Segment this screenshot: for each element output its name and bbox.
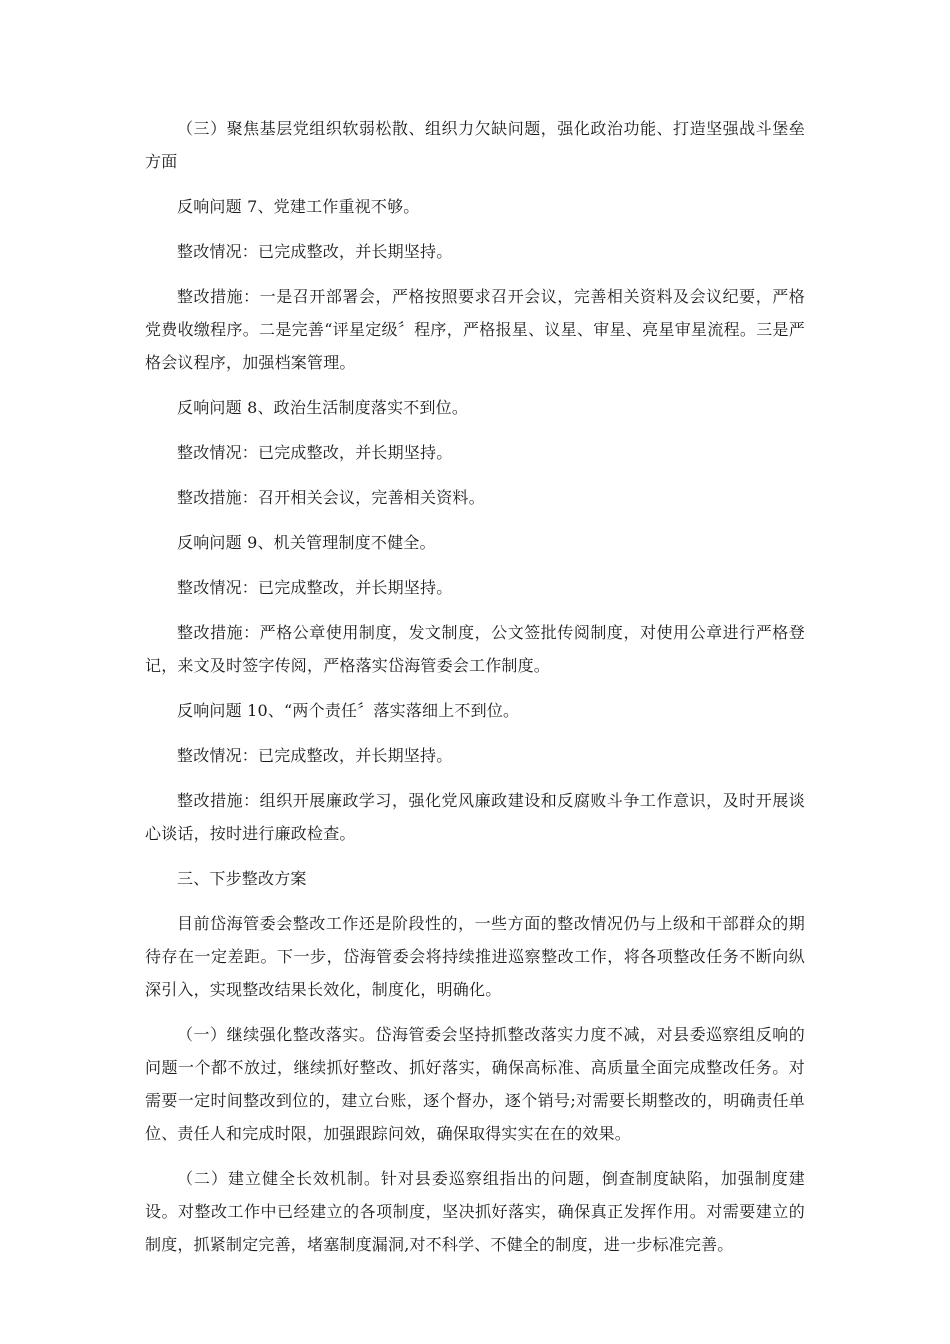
issue-7-measures: 整改措施：一是召开部署会，严格按照要求召开会议，完善相关资料及会议纪要，严格党费收缴程序。二是完善“评星定级〞程序，严格报星、议星、审星、亮星审星流程。三是严格会议程序，加强档案管理。: [145, 287, 805, 372]
issue-8-title: 反响问题 8、政治生活制度落实不到位。: [177, 398, 469, 417]
issue-8-status: 整改情况：已完成整改，并长期坚持。: [177, 443, 453, 462]
issue-9-status: 整改情况：已完成整改，并长期坚持。: [177, 578, 453, 597]
issue-7-status: 整改情况：已完成整改，并长期坚持。: [177, 242, 453, 261]
issue-8-measures: 整改措施：召开相关会议，完善相关资料。: [177, 488, 485, 507]
next-step-one: （一）继续强化整改落实。岱海管委会坚持抓整改落实力度不减，对县委巡察组反响的问题一个都不放过，继续抓好整改、抓好落实，确保高标准、高质量全面完成整改任务。对需要一定时间整改到位的，建立台账，逐个督办，逐个销号;对需要长期整改的，明确责任单位、责任人和完成时限，加强跟踪问效，确保取得实实在在的效果。: [145, 1025, 805, 1143]
issue-9-measures: 整改措施：严格公章使用制度，发文制度，公文签批传阅制度，对使用公章进行严格登记，来文及时签字传阅，严格落实岱海管委会工作制度。: [145, 623, 805, 675]
next-step-two: （二）建立健全长效机制。针对县委巡察组指出的问题，倒查制度缺陷，加强制度建设。对整改工作中已经建立的各项制度，坚决抓好落实，确保真正发挥作用。对需要建立的制度，抓紧制定完善，堵塞制度漏洞,对不科学、不健全的制度，进一步标准完善。: [145, 1169, 805, 1254]
document-page: [145, 112, 805, 1273]
issue-9-title: 反响问题 9、机关管理制度不健全。: [177, 533, 436, 552]
issue-10-measures: 整改措施：组织开展廉政学习，强化党风廉政建设和反腐败斗争工作意识，及时开展谈心谈话，按时进行廉政检查。: [145, 791, 805, 843]
issue-7-title: 反响问题 7、党建工作重视不够。: [177, 197, 420, 216]
section-heading-next-steps: 三、下步整改方案: [177, 869, 307, 888]
issue-10-status: 整改情况：已完成整改，并长期坚持。: [177, 746, 453, 765]
section-heading-three: （三）聚焦基层党组织软弱松散、组织力欠缺问题，强化政治功能、打造坚强战斗堡垒方面: [145, 119, 805, 171]
issue-10-title: 反响问题 10、“两个责任〞落实落细上不到位。: [177, 701, 520, 720]
next-steps-intro: 目前岱海管委会整改工作还是阶段性的，一些方面的整改情况仍与上级和干部群众的期待存在一定差距。下一步，岱海管委会将持续推进巡察整改工作，将各项整改任务不断向纵深引入，实现整改结果长效化，制度化，明确化。: [145, 914, 805, 999]
